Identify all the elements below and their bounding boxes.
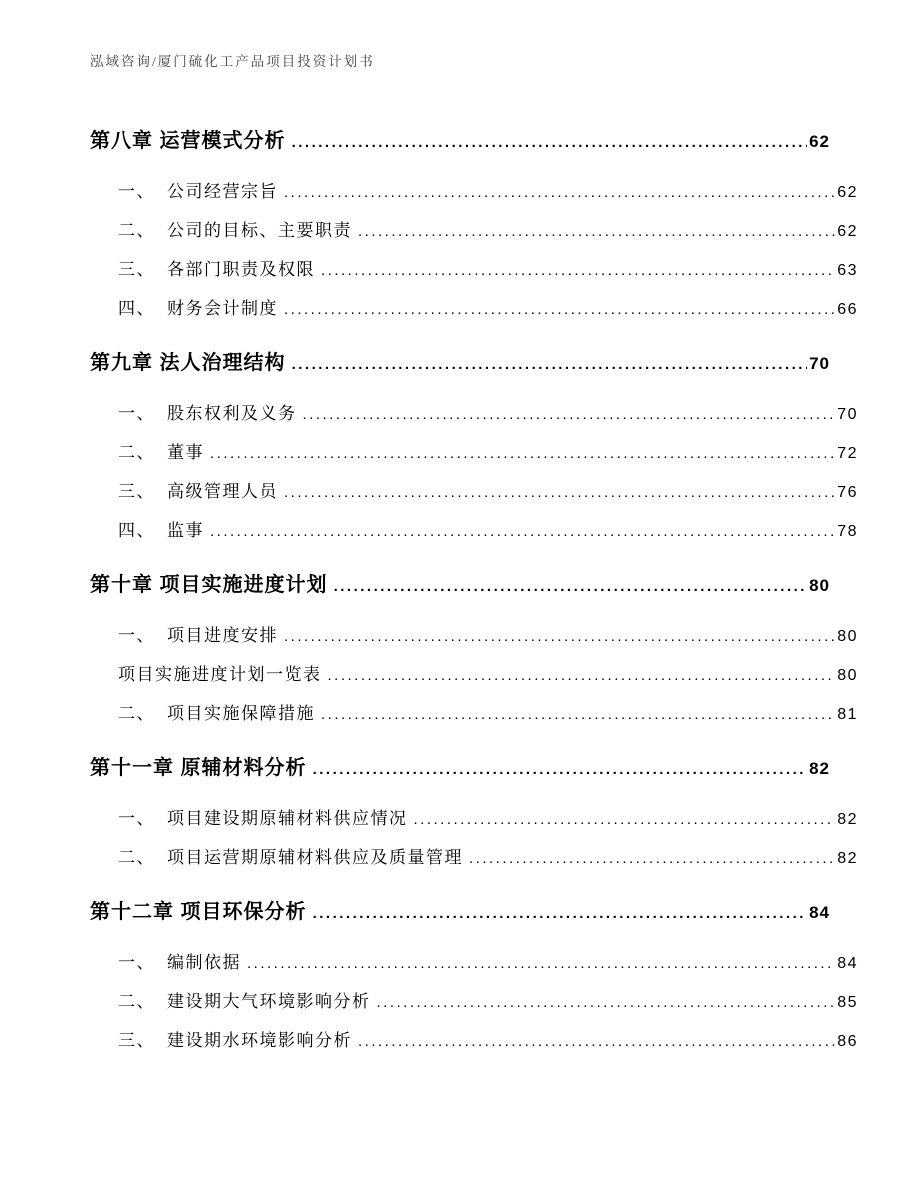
toc-sub-entry[interactable] [90, 402, 858, 425]
dot-leader [469, 847, 835, 870]
toc-chapter-label: 第九章 法人治理结构 [90, 352, 286, 374]
toc-sub-entry-title: 董事 [167, 443, 204, 462]
toc-sub-entry-title: 编制依据 [167, 953, 241, 972]
toc-sub-entry[interactable] [90, 951, 858, 974]
toc-sub-entry[interactable] [90, 846, 858, 869]
toc-sub-entry-title: 项目实施进度计划一览表 [118, 665, 322, 684]
dot-leader [328, 664, 836, 687]
toc-sub-entry-number: 一、 [118, 404, 155, 423]
toc-sub-entry-title: 公司的目标、主要职责 [167, 221, 352, 240]
toc-sub-entry[interactable] [90, 441, 858, 464]
toc-sub-page-number: 76 [837, 484, 858, 501]
dot-leader [321, 259, 835, 282]
toc-chapter-page-number: 70 [809, 354, 830, 373]
toc-chapter-label: 第十二章 项目环保分析 [90, 901, 307, 923]
toc-sub-entry[interactable] [90, 624, 858, 647]
toc-sub-page-number: 62 [837, 184, 858, 201]
toc-sub-page-number: 82 [837, 850, 858, 867]
toc-chapter-label: 第八章 运营模式分析 [90, 130, 286, 152]
toc-sub-entry-number: 一、 [118, 182, 155, 201]
document-header: 泓域咨询/厦门硫化工产品项目投资计划书 [90, 54, 375, 69]
toc-sub-entry-title: 项目实施保障措施 [167, 704, 315, 723]
toc-sub-page-number: 85 [837, 994, 858, 1011]
toc-sub-entry-title: 项目运营期原辅材料供应及质量管理 [167, 848, 463, 867]
toc-sub-entry-title: 建设期大气环境影响分析 [167, 992, 371, 1011]
toc-sub-entry-title: 各部门职责及权限 [167, 260, 315, 279]
dot-leader [414, 808, 836, 831]
toc-chapter-entry[interactable] [90, 350, 830, 377]
dot-leader [358, 1030, 835, 1053]
toc-sub-page-number: 66 [837, 301, 858, 318]
dot-leader [247, 952, 835, 975]
toc-sub-page-number: 84 [837, 955, 858, 972]
toc-chapter-page-number: 82 [809, 759, 830, 778]
dot-leader [210, 442, 835, 465]
dot-leader [284, 481, 835, 504]
toc-sub-entry[interactable] [90, 297, 858, 320]
toc-sub-entry[interactable] [90, 258, 858, 281]
toc-chapter-entry[interactable] [90, 128, 830, 155]
toc-sub-entry-number: 二、 [118, 704, 155, 723]
toc-sub-entry-number: 三、 [118, 1031, 155, 1050]
toc-sub-page-number: 81 [837, 706, 858, 723]
toc-chapter-page-number: 80 [809, 576, 830, 595]
dot-leader [334, 573, 808, 600]
toc-chapter-group [90, 899, 858, 1052]
toc-sub-entry-number: 四、 [118, 521, 155, 540]
toc-sub-entry-number: 一、 [118, 626, 155, 645]
toc-chapter-group [90, 350, 858, 542]
toc-sub-entry-number: 二、 [118, 221, 155, 240]
toc-sub-page-number: 86 [837, 1033, 858, 1050]
table-of-contents [90, 128, 858, 1052]
toc-sub-entry[interactable] [90, 480, 858, 503]
toc-chapter-group [90, 572, 858, 725]
dot-leader [321, 703, 835, 726]
toc-chapter-label: 第十一章 原辅材料分析 [90, 757, 307, 779]
dot-leader [292, 351, 808, 378]
toc-sub-page-number: 72 [837, 445, 858, 462]
dot-leader [284, 625, 835, 648]
toc-sub-entry-title: 公司经营宗旨 [167, 182, 278, 201]
toc-sub-entry-number: 一、 [118, 953, 155, 972]
toc-chapter-entry[interactable] [90, 899, 830, 926]
toc-sub-page-number: 82 [837, 811, 858, 828]
toc-sub-page-number: 62 [837, 223, 858, 240]
toc-sub-entry-title: 监事 [167, 521, 204, 540]
toc-sub-entry[interactable] [90, 807, 858, 830]
dot-leader [358, 220, 835, 243]
toc-sub-page-number: 63 [837, 262, 858, 279]
dot-leader [377, 991, 836, 1014]
toc-sub-entry[interactable] [90, 180, 858, 203]
toc-sub-entry-number: 二、 [118, 443, 155, 462]
toc-sub-entry-title: 股东权利及义务 [167, 404, 297, 423]
toc-sub-entry-title: 财务会计制度 [167, 299, 278, 318]
toc-sub-entry-title: 项目建设期原辅材料供应情况 [167, 809, 408, 828]
toc-sub-entry[interactable] [90, 219, 858, 242]
toc-chapter-page-number: 62 [809, 132, 830, 151]
toc-chapter-entry[interactable] [90, 755, 830, 782]
toc-sub-entry-number: 二、 [118, 992, 155, 1011]
dot-leader [292, 129, 808, 156]
toc-sub-entry[interactable] [90, 702, 858, 725]
toc-sub-entry-title: 项目进度安排 [167, 626, 278, 645]
toc-chapter-entry[interactable] [90, 572, 830, 599]
dot-leader [313, 756, 808, 783]
toc-sub-entry-number: 三、 [118, 482, 155, 501]
toc-chapter-group [90, 755, 858, 869]
toc-chapter-page-number: 84 [809, 903, 830, 922]
dot-leader [284, 181, 835, 204]
toc-sub-entry-number: 四、 [118, 299, 155, 318]
dot-leader [210, 520, 835, 543]
toc-sub-page-number: 80 [837, 667, 858, 684]
toc-sub-entry[interactable] [90, 1029, 858, 1052]
dot-leader [284, 298, 835, 321]
toc-chapter-label: 第十章 项目实施进度计划 [90, 574, 328, 596]
toc-sub-entry-title: 高级管理人员 [167, 482, 278, 501]
dot-leader [313, 900, 808, 927]
toc-sub-entry-number: 三、 [118, 260, 155, 279]
toc-sub-entry[interactable] [90, 663, 858, 686]
toc-sub-entry[interactable] [90, 519, 858, 542]
dot-leader [303, 403, 836, 426]
toc-sub-entry[interactable] [90, 990, 858, 1013]
toc-sub-entry-number: 二、 [118, 848, 155, 867]
toc-sub-entry-number: 一、 [118, 809, 155, 828]
toc-sub-page-number: 78 [837, 523, 858, 540]
toc-chapter-group [90, 128, 858, 320]
toc-sub-page-number: 80 [837, 628, 858, 645]
toc-sub-page-number: 70 [837, 406, 858, 423]
toc-sub-entry-title: 建设期水环境影响分析 [167, 1031, 352, 1050]
